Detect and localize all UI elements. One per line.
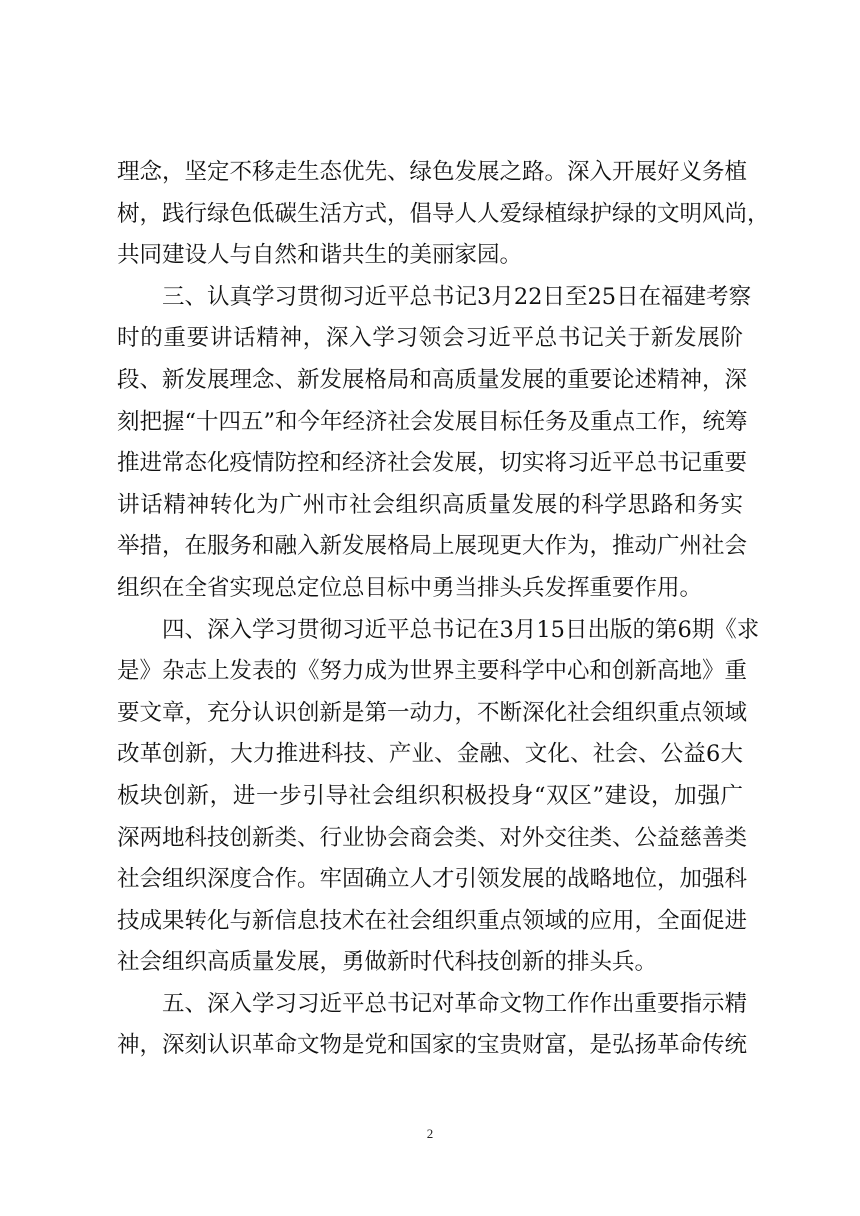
text-line: 刻把握“十四五”和今年经济社会发展目标任务及重点工作，统筹 [117, 408, 748, 435]
text-line: 技成果转化与新信息技术在社会组织重点领域的应用，全面促进 [117, 907, 748, 934]
text-line: 神，深刻认识革命文物是党和国家的宝贵财富，是弘扬革命传统 [117, 1032, 748, 1059]
paragraph-p-continued [117, 152, 770, 277]
text-line: 社会组织深度合作。牢固确立人才引领发展的战略地位，加强科 [117, 866, 748, 893]
text-line: 组织在全省实现总定位总目标中勇当排头兵发挥重要作用。 [117, 574, 703, 601]
paragraph-p-four [117, 610, 760, 984]
text-line: 四、深入学习贯彻习近平总书记在3月15日出版的第6期《求 [162, 616, 760, 643]
text-line: 三、认真学习贯彻习近平总书记3月22日至25日在福建考察 [162, 283, 752, 310]
text-line: 时的重要讲话精神，深入学习领会习近平总书记关于新发展阶 [117, 325, 743, 352]
text-line: 讲话精神转化为广州市社会组织高质量发展的科学思路和务实 [117, 491, 743, 518]
paragraph-p-three [117, 277, 752, 610]
text-line: 举措，在服务和融入新发展格局上展现更大作为，推动广州社会 [117, 533, 748, 560]
text-line: 理念，坚定不移走生态优先、绿色发展之路。深入开展好义务植 [117, 159, 748, 185]
paragraph-p-five [117, 984, 748, 1067]
text-line: 深两地科技创新类、行业协会商会类、对外交往类、公益慈善类 [117, 824, 748, 851]
text-line: 五、深入学习习近平总书记对革命文物工作作出重要指示精 [162, 990, 748, 1017]
text-line: 是》杂志上发表的《努力成为世界主要科学中心和创新高地》重 [117, 658, 748, 685]
text-line: 树，践行绿色低碳生活方式，倡导人人爱绿植绿护绿的文明风尚， [117, 200, 770, 227]
text-line: 改革创新，大力推进科技、产业、金融、文化、社会、公益6大 [117, 741, 743, 768]
text-line: 段、新发展理念、新发展格局和高质量发展的重要论述精神，深 [117, 366, 748, 393]
document-body [117, 152, 770, 1067]
text-line: 社会组织高质量发展，勇做新时代科技创新的排头兵。 [117, 949, 658, 976]
text-line: 共同建设人与自然和谐共生的美丽家园。 [117, 242, 523, 269]
text-line: 要文章，充分认识创新是第一动力，不断深化社会组织重点领域 [117, 699, 748, 726]
text-line: 推进常态化疫情防控和经济社会发展，切实将习近平总书记重要 [117, 450, 748, 477]
page-number: 2 [426, 1126, 434, 1141]
text-line: 板块创新，进一步引导社会组织积极投身“双区”建设，加强广 [117, 782, 743, 809]
